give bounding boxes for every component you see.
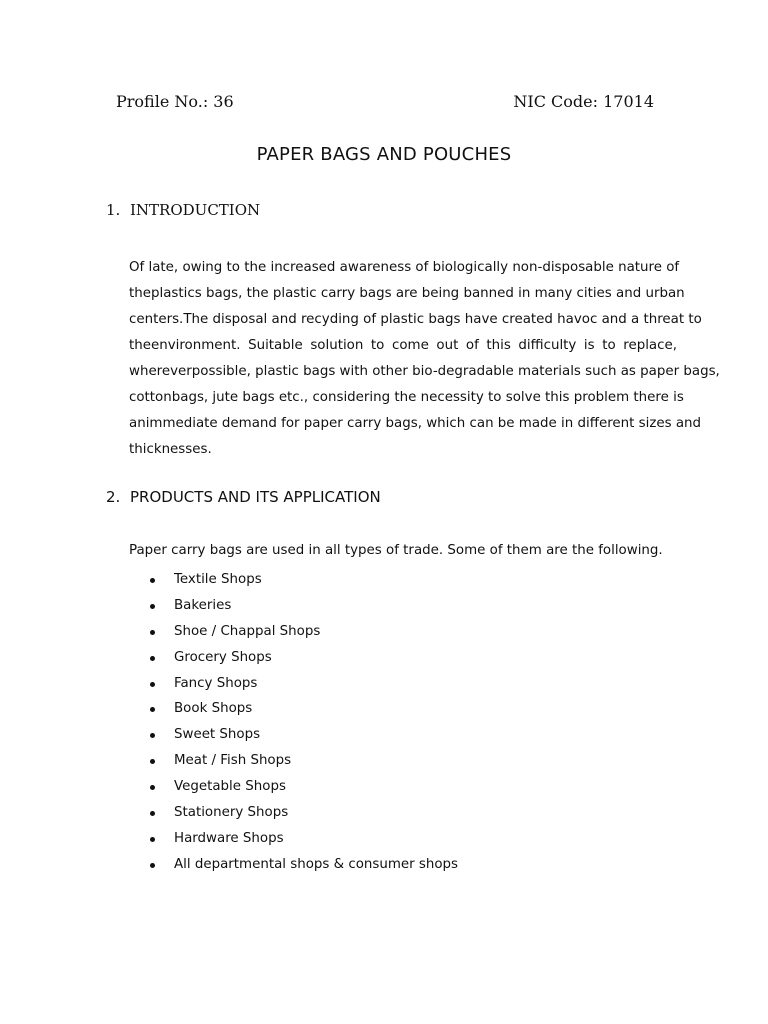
list-item-text: Grocery Shops (174, 649, 272, 665)
bullet-icon (150, 630, 155, 635)
bullet-icon (150, 656, 155, 661)
bullet-icon (150, 707, 155, 712)
list-item-text: Meat / Fish Shops (174, 753, 292, 769)
section-number: 2. (106, 488, 121, 506)
list-item-text: Shoe / Chappal Shops (174, 623, 321, 639)
bullet-icon (150, 811, 155, 816)
list-item (150, 800, 458, 826)
shop-type-list (150, 567, 458, 878)
paragraph-line: Of late, owing to the increased awareness of biologically non-disposable nature of (129, 260, 680, 275)
list-item (150, 826, 458, 852)
section-heading-introduction (106, 201, 260, 219)
list-item-text: Sweet Shops (174, 727, 261, 743)
document-header (116, 92, 654, 116)
paragraph-line: cottonbags, jute bags etc., considering the necessity to solve this problem there is (129, 390, 684, 405)
profile-number: Profile No.: 36 (116, 92, 234, 111)
section-heading-products (106, 488, 381, 506)
list-item-text: Fancy Shops (174, 675, 258, 691)
bullet-icon (150, 863, 155, 868)
section-number: 1. (106, 201, 121, 219)
list-item (150, 619, 458, 645)
list-item-text: Stationery Shops (174, 805, 289, 821)
list-item (150, 593, 458, 619)
list-item-text: Book Shops (174, 701, 253, 717)
paragraph-line: whereverpossible, plastic bags with other bio-degradable materials such as paper bags, (129, 364, 720, 379)
list-item-text: Vegetable Shops (174, 779, 286, 795)
list-item-text: Hardware Shops (174, 830, 284, 846)
paragraph-line: centers.The disposal and recyding of plastic bags have created havoc and a threat to (129, 312, 702, 327)
list-item (150, 748, 458, 774)
nic-code: NIC Code: 17014 (513, 92, 654, 111)
bullet-icon (150, 733, 155, 738)
section-title: PRODUCTS AND ITS APPLICATION (130, 488, 381, 506)
bullet-icon (150, 759, 155, 764)
list-item (150, 645, 458, 671)
introduction-paragraph (129, 255, 720, 463)
bullet-icon (150, 604, 155, 609)
list-item (150, 722, 458, 748)
section-title: INTRODUCTION (130, 201, 261, 219)
list-item (150, 671, 458, 697)
bullet-icon (150, 578, 155, 583)
paragraph-line: theplastics bags, the plastic carry bags are being banned in many cities and urban (129, 286, 685, 301)
paragraph-line: theenvironment. Suitable solution to come out of this difficulty is to replace, (129, 338, 677, 353)
products-intro-text: Paper carry bags are used in all types of trade. Some of them are the following. (129, 543, 663, 558)
list-item-text: All departmental shops & consumer shops (174, 856, 459, 872)
list-item-text: Bakeries (174, 597, 232, 613)
bullet-icon (150, 682, 155, 687)
list-item-text: Textile Shops (174, 572, 262, 587)
list-item (150, 567, 458, 593)
list-item (150, 852, 458, 878)
list-item (150, 696, 458, 722)
document-title: PAPER BAGS AND POUCHES (256, 144, 512, 165)
bullet-icon (150, 785, 155, 790)
bullet-icon (150, 837, 155, 842)
paragraph-line: thicknesses. (129, 442, 212, 457)
list-item (150, 774, 458, 800)
paragraph-line: animmediate demand for paper carry bags, which can be made in different sizes and (129, 416, 702, 431)
